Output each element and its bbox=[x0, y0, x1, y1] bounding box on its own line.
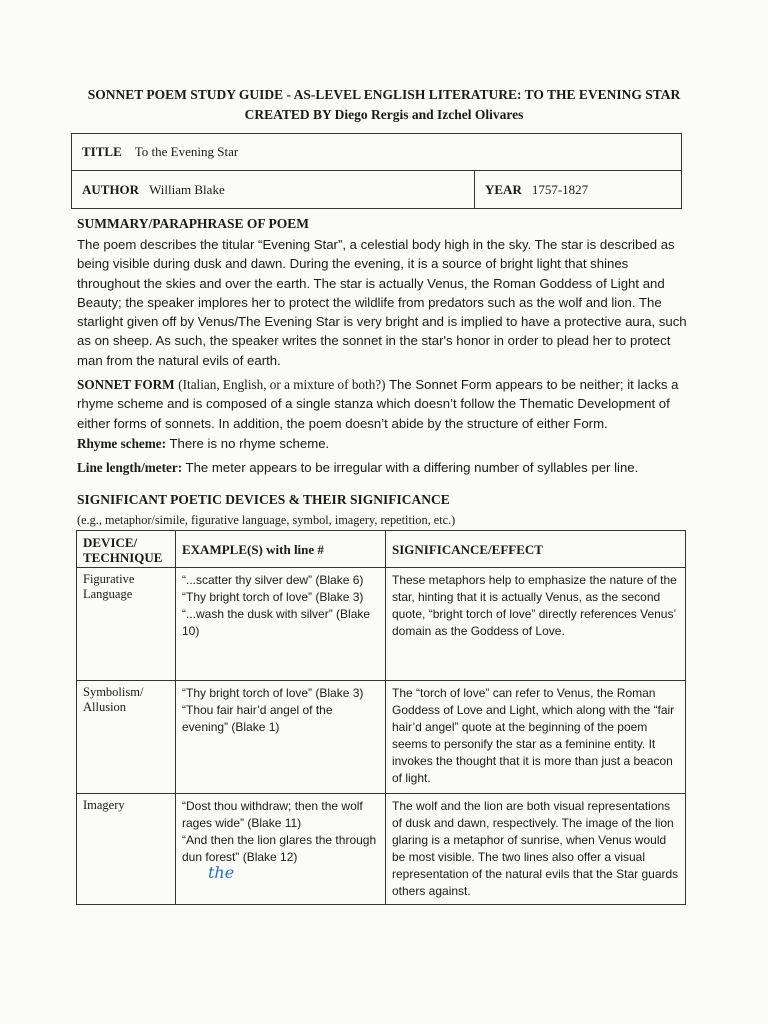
header-effect: SIGNIFICANCE/EFFECT bbox=[392, 542, 543, 557]
device-examples bbox=[176, 568, 386, 680]
devices-header-row bbox=[77, 531, 685, 568]
device-name: Figurative Language bbox=[77, 568, 176, 680]
poem-info-table bbox=[71, 133, 682, 209]
title-row bbox=[72, 134, 681, 171]
year-label: YEAR bbox=[485, 181, 522, 197]
devices-note: (e.g., metaphor/simile, figurative language, symbol, imagery, repetition, etc.) bbox=[77, 513, 456, 527]
example-line: “Thou fair hair’d angel of the evening” (Blake 1) bbox=[182, 703, 333, 734]
meter-text: The meter appears to be irregular with a differing number of syllables per line. bbox=[185, 460, 639, 475]
author-row bbox=[72, 171, 681, 208]
author-value: William Blake bbox=[149, 181, 225, 197]
header-example: EXAMPLE(S) with line # bbox=[176, 531, 386, 567]
title-label: TITLE bbox=[82, 144, 122, 159]
example-line: “And then the lion glares the through dun forest” (Blake 12) bbox=[182, 833, 377, 864]
meter-section bbox=[77, 458, 689, 477]
sonnet-form-hint: (Italian, English, or a mixture of both?) bbox=[178, 377, 386, 392]
example-line: “...scatter thy silver dew” (Blake 6) bbox=[182, 573, 364, 587]
device-name: Symbolism/ Allusion bbox=[77, 681, 176, 793]
author-label: AUTHOR bbox=[82, 181, 140, 197]
header-device: DEVICE/ TECHNIQUE bbox=[77, 531, 176, 567]
rhyme-scheme-section bbox=[77, 434, 689, 453]
device-effect: The “torch of love” can refer to Venus, the Roman Goddess of Love and Light, which along with the “fair hair’d angel” quote at the beginning of the poem seems to personify the star as a feminine entity. It invokes the thought that it is more than just a beacon of light. bbox=[392, 686, 675, 785]
table-row bbox=[77, 681, 685, 794]
sonnet-form-text: The Sonnet Form appears to be neither; it lacks a rhyme scheme and is composed of a single stanza which doesn’t follow the Thematic Development of either forms of sonnets. In addition, the poem doesn’t abide by the structure of either Form. bbox=[77, 377, 679, 431]
device-name: Imagery bbox=[77, 794, 176, 904]
sonnet-form-label: SONNET FORM bbox=[77, 377, 175, 392]
summary-heading: SUMMARY/PARAPHRASE OF POEM bbox=[77, 216, 310, 231]
rhyme-scheme-text: There is no rhyme scheme. bbox=[169, 436, 330, 451]
title-value: To the Evening Star bbox=[134, 144, 239, 159]
sonnet-form-section bbox=[77, 375, 689, 433]
device-effect: The wolf and the lion are both visual representations of dusk and dawn, respectively. The image of the lion glaring is a metaphor of sunrise, when Venus would be most visible. The two lines also offer a visual representation of the natural evils that the Star guards others against. bbox=[392, 799, 679, 898]
meter-label: Line length/meter: bbox=[77, 460, 183, 475]
year-value: 1757-1827 bbox=[531, 181, 589, 197]
summary-text: The poem describes the titular “Evening Star”, a celestial body high in the sky. The star is described as being visible during dusk and dawn. During the evening, it is a source of bright light that shines throughout the skies and over the earth. The star is actually Venus, the Roman Goddess of Light and Beauty; the speaker implores her to protect the wildlife from predators such as the wolf and lion. The starlight given off by Venus/The Evening Star is very bright and is implied to have a protective aura, such as on sheep. As such, the speaker writes the sonnet in the star's honor in order to plead her to protect man from the natural evils of earth. bbox=[77, 237, 687, 368]
rhyme-scheme-label: Rhyme scheme: bbox=[77, 436, 166, 451]
example-line: “...wash the dusk with silver” (Blake 10) bbox=[182, 607, 371, 638]
example-line: “Thy bright torch of love” (Blake 3) bbox=[182, 590, 364, 604]
devices-table bbox=[76, 530, 686, 905]
device-effect: These metaphors help to emphasize the nature of the star, hinting that it is actually Venus, as the second quote, “bright torch of love” directly references Venus’ domain as the Goddess of Love. bbox=[392, 573, 677, 638]
devices-heading: SIGNIFICANT POETIC DEVICES & THEIR SIGNIFICANCE bbox=[77, 492, 450, 507]
example-line: “Dost thou withdraw; then the wolf rages wide” (Blake 11) bbox=[182, 799, 363, 830]
table-row bbox=[77, 568, 685, 681]
document-title: SONNET POEM STUDY GUIDE - AS-LEVEL ENGLISH LITERATURE: TO THE EVENING STAR bbox=[87, 87, 681, 102]
document-authors: CREATED BY Diego Rergis and Izchel Olivares bbox=[244, 107, 524, 122]
handwritten-correction: the bbox=[208, 863, 235, 882]
example-line: “Thy bright torch of love” (Blake 3) bbox=[182, 686, 364, 700]
device-examples bbox=[176, 794, 386, 904]
table-row bbox=[77, 794, 685, 904]
device-examples bbox=[176, 681, 386, 793]
